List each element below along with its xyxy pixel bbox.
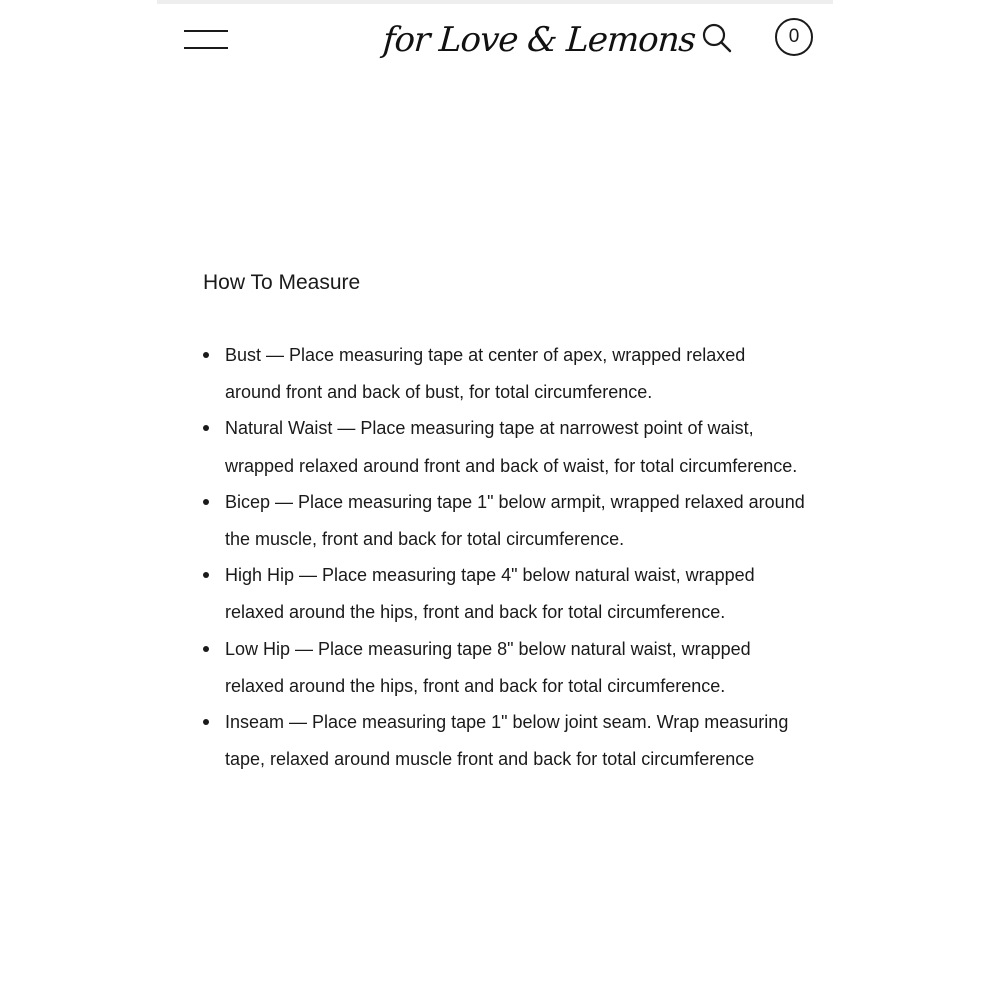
bullet-icon xyxy=(203,352,209,358)
bullet-icon xyxy=(203,719,209,725)
bullet-icon xyxy=(203,425,209,431)
hamburger-line xyxy=(184,47,228,49)
search-icon xyxy=(701,22,733,54)
section-title: How To Measure xyxy=(203,271,361,294)
list-item xyxy=(203,704,805,778)
list-item-text: Inseam — Place measuring tape 1" below joint seam. Wrap measuring tape, relaxed around muscle front and back for total circumference xyxy=(225,712,789,770)
list-item xyxy=(203,631,805,705)
list-item-text: Natural Waist — Place measuring tape at narrowest point of waist, wrapped relaxed around front and back of waist, for total circumference. xyxy=(225,418,798,476)
list-item xyxy=(203,410,805,484)
list-item xyxy=(203,557,805,631)
bullet-icon xyxy=(203,499,209,505)
bullet-icon xyxy=(203,572,209,578)
list-item xyxy=(203,337,805,411)
list-item xyxy=(203,484,805,558)
bullet-icon xyxy=(203,646,209,652)
list-item-text: Low Hip — Place measuring tape 8" below natural waist, wrapped relaxed around the hips, front and back for total circumference. xyxy=(225,638,751,696)
search-button[interactable] xyxy=(701,22,733,54)
site-header xyxy=(157,4,833,74)
menu-button[interactable] xyxy=(184,26,228,54)
hamburger-line xyxy=(184,30,228,32)
list-item-text: High Hip — Place measuring tape 4" below natural waist, wrapped relaxed around the hips, front and back for total circumference. xyxy=(225,565,755,623)
brand-logo[interactable]: for Love & Lemons xyxy=(381,20,697,60)
cart-button[interactable] xyxy=(775,18,813,56)
how-to-measure-section xyxy=(203,265,813,778)
list-item-text: Bicep — Place measuring tape 1" below armpit, wrapped relaxed around the muscle, front and back for total circumference. xyxy=(225,491,805,550)
list-item-text: Bust — Place measuring tape at center of apex, wrapped relaxed around front and back of bust, for total circumference. xyxy=(225,345,746,403)
cart-count: 0 xyxy=(788,26,800,47)
measurement-list xyxy=(203,337,813,778)
